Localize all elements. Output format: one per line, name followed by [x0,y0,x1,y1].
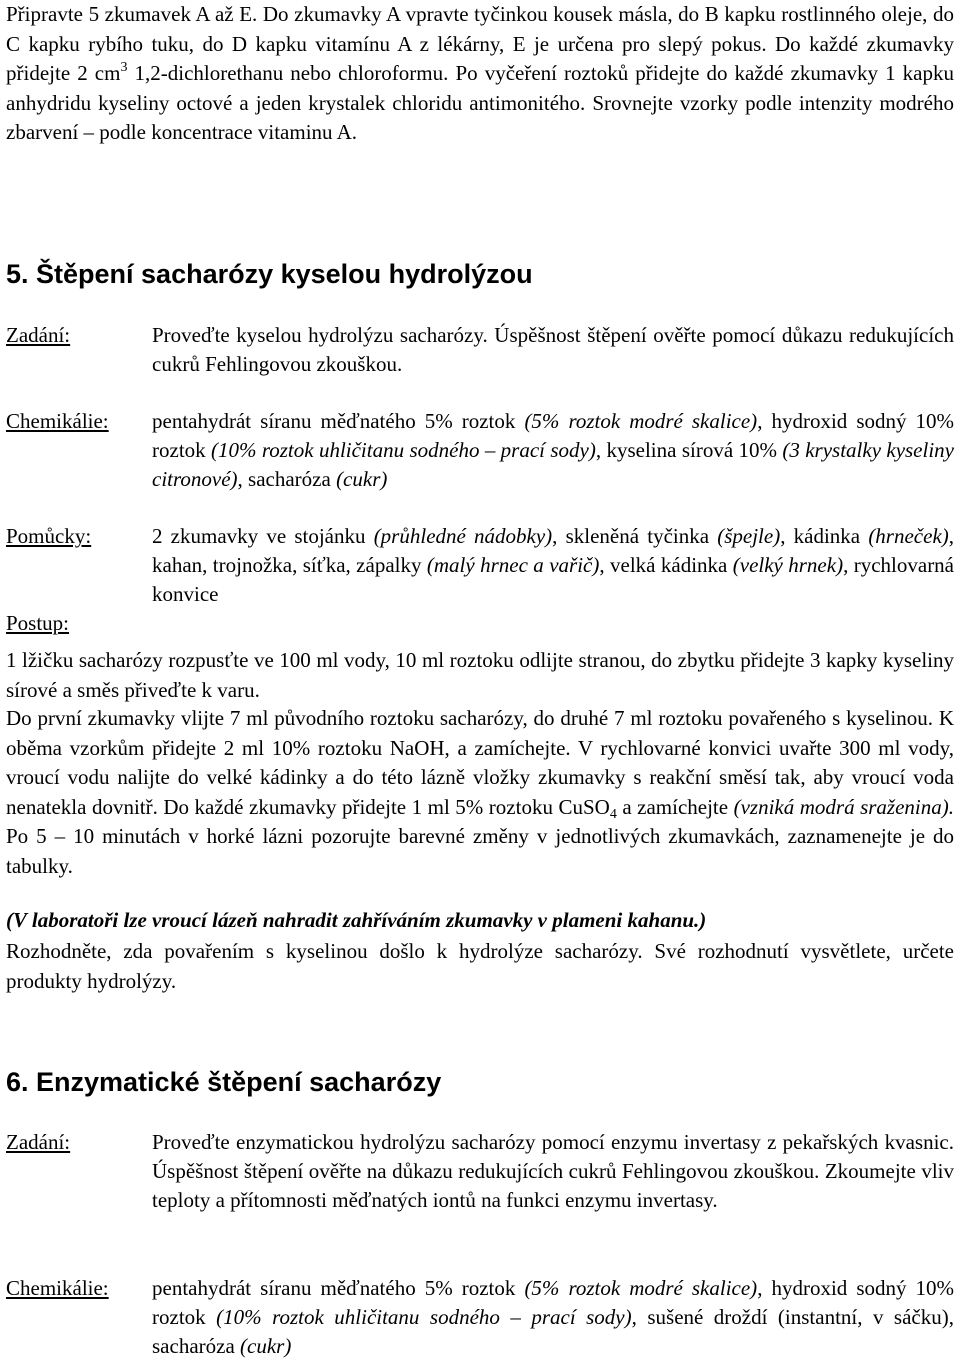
s5-pom-run-5: (hrneček) [868,524,949,548]
s5-chem-run-5: (3 krystalky kyseliny citronové) [152,438,954,491]
s6-chem-run-3: (10% roztok uhličitanu sodného – prací sody) [216,1305,632,1329]
s5-postup-label: Postup: [6,611,70,635]
s6-chem-run-1: (5% roztok modré skalice) [524,1276,758,1300]
s5-pomucky-label: Pomůcky: [6,524,92,548]
s5-zadani-text: Proveďte kyselou hydrolýzu sacharózy. Úspěšnost štěpení ověřte pomocí důkazu redukujících cukrů Fehlingovou zkouškou. [152,323,954,376]
s5-pom-run-4: , kádinka [780,524,869,548]
s6-chemikalie-text [152,1274,954,1361]
s5-postup2-mid: a zamíchejte [616,794,734,819]
s6-zadani-text: Proveďte enzymatickou hydrolýzu sacharózy pomocí enzymu invertasy z pekařských kvasnic. Úspěšnost štěpení ověřte na důkazu redukujících cukrů Fehlingovou zkouškou. Zkoumejte vliv teploty a přítomnosti měďnatých iontů na funkci enzymu invertasy. [152,1130,954,1212]
s5-note: (V laboratoři lze vroucí lázeň nahradit zahříváním zkumavky v plameni kahanu.) [6,908,707,932]
s5-zadani-label: Zadání: [6,323,71,347]
s6-chemikalie-row [6,1274,954,1359]
s6-chemikalie-label: Chemikálie: [6,1276,109,1300]
s5-pom-run-2: , skleněná tyčinka [552,524,718,548]
s5-chemikalie-label: Chemikálie: [6,409,109,433]
s5-chem-run-4: , kyselina sírová 10% [595,438,783,462]
section-5-title: 5. Štěpení sacharózy kyselou hydrolýzou [6,259,533,289]
s5-pomucky-text [152,522,954,609]
s6-chem-run-5: (cukr) [240,1334,292,1358]
s5-chemikalie-row [6,407,954,497]
s6-chem-run-0: pentahydrát síranu měďnatého 5% roztok [152,1276,525,1300]
s5-chem-run-0: pentahydrát síranu měďnatého 5% roztok [152,409,525,433]
s5-pom-run-8: , velká kádinka [599,553,733,577]
s5-pom-run-3: (špejle) [717,524,781,548]
s5-postup2-italic: (vzniká modrá sraženina). [733,794,954,819]
s5-zadani-row [6,321,954,381]
subscript-4: 4 [609,806,617,822]
s5-pom-run-9: (velký hrnek) [732,553,844,577]
s6-zadani-row [6,1128,954,1248]
intro-paragraph [6,0,954,148]
s5-chem-run-6: , sacharóza [237,467,337,491]
s5-pomucky-row [6,522,954,612]
s5-postup2-end: Po 5 – 10 minutách v horké lázni pozorujte barevné změny v jednotlivých zkumavkách, zaznamenejte je do tabulky. [6,824,954,878]
s5-postup-paragraph-2 [6,704,954,881]
s5-chem-run-1: (5% roztok modré skalice) [524,409,758,433]
s5-pom-run-1: (průhledné nádobky) [373,524,553,548]
s5-postup2-text: Do první zkumavky vlijte 7 ml původního roztoku sacharózy, do druhé 7 ml roztoku povařeného s kyselinou. K oběma vzorkům přidejte 2 ml 10% roztoku NaOH, a zamíchejte. V rychlovarné konvici uvařte 300 ml vody, vroucí vodu nalijte do velké kádinky a do této lázně vložky zkumavky s reakční směsí tak, aby vroucí voda nenatekla dovnitř. Do každé zkumavky přidejte 1 ml 5% roztoku CuSO [6,706,954,819]
s5-chem-run-3: (10% roztok uhličitanu sodného – prací sody) [211,438,596,462]
intro-text-part1: Připravte 5 zkumavek A až E. Do zkumavky A vpravte tyčinkou kousek másla, do B kapku rostlinného oleje, do C kapku rybího tuku, do D kapku vitamínu A z lékárny, E je určena pro slepý pokus. Do každé zkumavky přidejte 2 cm [6,2,954,85]
superscript-3: 3 [120,60,128,75]
s6-chem-run-2: , hydroxid sodný 10% roztok [152,1276,955,1329]
s5-postup-paragraph-1: 1 lžičku sacharózy rozpusťte ve 100 ml vody, 10 ml roztoku odlijte stranou, do zbytku přidejte 3 kapky kyseliny sírové a směs přiveďte k varu. [6,648,954,702]
s5-pom-run-0: 2 zkumavky ve stojánku [152,524,374,548]
s6-chem-run-4: , sušené droždí (instantní, v sáčku), sacharóza [152,1305,954,1358]
s5-chemikalie-text [152,407,954,494]
s5-chem-run-2: , hydroxid sodný 10% roztok [152,409,955,462]
section-6-title: 6. Enzymatické štěpení sacharózy [6,1067,442,1097]
s5-postup-paragraph-3: Rozhodněte, zda povařením s kyselinou došlo k hydrolýze sacharózy. Své rozhodnutí vysvětlete, určete produkty hydrolýzy. [6,939,954,993]
s5-pom-run-7: (malý hrnec a vařič) [426,553,600,577]
s5-pom-run-6: , kahan, trojnožka, síťka, zápalky [152,524,955,577]
s5-chem-run-7: (cukr) [336,467,388,491]
s5-pom-run-10: , rychlovarná konvice [152,553,955,606]
s6-zadani-label: Zadání: [6,1130,71,1154]
intro-text-part2: 1,2-dichlorethanu nebo chloroformu. Po vyčeření roztoků přidejte do každé zkumavky 1 kapku anhydridu kyseliny octové a jeden krystalek chloridu antimonitého. Srovnejte vzorky podle intenzity modrého zbarvení – podle koncentrace vitaminu A. [6,61,954,144]
